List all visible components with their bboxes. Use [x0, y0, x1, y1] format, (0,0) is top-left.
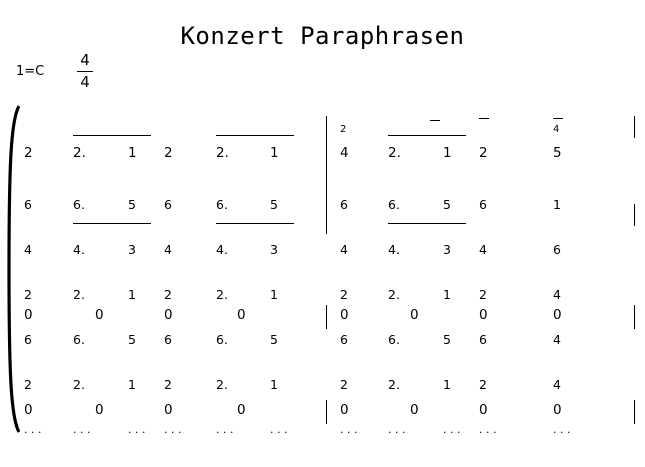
barline-middle-2 — [326, 305, 327, 329]
chord-note: 6 — [479, 332, 487, 347]
chord-note: 5 — [443, 332, 451, 347]
octave-overline — [479, 118, 489, 119]
chord-top-note: 2. — [388, 145, 401, 161]
chord-top-note: 2 — [479, 145, 488, 161]
chord-note: 6. — [388, 197, 400, 212]
chord-octave-dots: . . . — [128, 423, 146, 436]
system-2 — [0, 295, 645, 335]
chord-note: 3 — [128, 242, 136, 257]
chord-top-note: 5 — [553, 145, 562, 161]
chord-note: 5 — [270, 197, 278, 212]
barline-end-1b — [634, 204, 635, 226]
rest-note: 0 — [237, 402, 246, 418]
chord-note: 2 — [164, 287, 172, 302]
system-1 — [0, 110, 645, 436]
barline-end-3 — [634, 400, 635, 424]
time-signature-divider — [77, 71, 93, 72]
rest-note: 0 — [410, 402, 419, 418]
chord-note: 6 — [164, 332, 172, 347]
chord-note: 6 — [24, 332, 32, 347]
chord-octave-dots: . . . — [73, 423, 91, 436]
chord-note: 6. — [73, 197, 85, 212]
rest-note: 0 — [479, 307, 488, 323]
chord-top-note: 2 — [24, 145, 33, 161]
barline-end-2 — [634, 305, 635, 329]
chord-octave-dots: . . . — [443, 423, 461, 436]
time-signature — [72, 52, 98, 91]
rest-note: 0 — [24, 307, 33, 323]
chord-note: 1 — [443, 377, 451, 392]
chord-note: 2. — [73, 377, 85, 392]
chord-note: 2 — [24, 287, 32, 302]
chord-octave-dots: . . . — [270, 423, 288, 436]
chord-octave-dots: . . . — [340, 423, 358, 436]
chord-note: 6. — [216, 332, 228, 347]
chord-note: 2. — [388, 287, 400, 302]
barline-middle-1 — [326, 116, 327, 234]
chord-note: 6. — [216, 197, 228, 212]
chord-note: 2 — [164, 377, 172, 392]
chord-note: 2 — [479, 377, 487, 392]
chord-note: 2. — [216, 377, 228, 392]
chord-note: 4 — [164, 242, 172, 257]
chord-note: 4 — [553, 287, 561, 302]
chord-note: 2. — [73, 287, 85, 302]
chord-top-note: 2. — [73, 145, 86, 161]
rest-note: 0 — [553, 307, 562, 323]
system-3 — [0, 390, 645, 430]
chord-note: 1 — [128, 377, 136, 392]
chord-note: 6 — [24, 197, 32, 212]
time-signature-numerator: 4 — [80, 51, 90, 69]
chord-top-note: 1 — [270, 145, 279, 161]
chord-note: 1 — [270, 287, 278, 302]
chord-note: 6 — [340, 197, 348, 212]
page-title: Konzert Paraphrasen — [180, 22, 465, 50]
chord-note: 6. — [388, 332, 400, 347]
chord-note: 4. — [388, 242, 400, 257]
chord-top-note: 2. — [216, 145, 229, 161]
key-signature: 1=C — [16, 64, 45, 79]
rest-note: 0 — [95, 307, 104, 323]
chord-note: 2 — [340, 287, 348, 302]
chord-top-note: 1 — [443, 145, 452, 161]
chord-sub-note-11: 4 — [553, 124, 560, 135]
rest-note: 0 — [164, 402, 173, 418]
rest-note: 0 — [24, 402, 33, 418]
chord-note: 5 — [128, 197, 136, 212]
chord-note: 1 — [443, 287, 451, 302]
rest-note: 0 — [479, 402, 488, 418]
chord-note: 6. — [73, 332, 85, 347]
chord-octave-dots: . . . — [479, 423, 497, 436]
chord-octave-dots: . . . — [553, 423, 571, 436]
octave-overline — [430, 120, 440, 121]
time-signature-denominator: 4 — [80, 73, 90, 91]
octave-overline — [553, 118, 563, 119]
chord-note: 4 — [479, 242, 487, 257]
chord-note: 6 — [479, 197, 487, 212]
chord-note: 5 — [270, 332, 278, 347]
chord-note: 4 — [340, 242, 348, 257]
rest-note: 0 — [95, 402, 104, 418]
rest-note: 0 — [410, 307, 419, 323]
chord-note: 4. — [73, 242, 85, 257]
chord-note: 4 — [24, 242, 32, 257]
chord-top-note: 4 — [340, 145, 349, 161]
chord-note: 6 — [164, 197, 172, 212]
chord-note: 4 — [553, 377, 561, 392]
rest-note: 0 — [164, 307, 173, 323]
chord-octave-dots: . . . — [216, 423, 234, 436]
rest-note: 0 — [553, 402, 562, 418]
chord-note: 3 — [270, 242, 278, 257]
chord-sub-note-7: 2 — [340, 124, 347, 135]
chord-note: 4 — [553, 332, 561, 347]
chord-top-note: 2 — [164, 145, 173, 161]
chord-note: 1 — [270, 377, 278, 392]
chord-note: 2. — [388, 377, 400, 392]
chord-note: 5 — [128, 332, 136, 347]
chord-note: 5 — [443, 197, 451, 212]
chord-note: 1 — [128, 287, 136, 302]
chord-note: 1 — [553, 197, 561, 212]
chord-note: 2 — [340, 377, 348, 392]
chord-note: 4. — [216, 242, 228, 257]
chord-note: 6 — [340, 332, 348, 347]
chord-note: 6 — [553, 242, 561, 257]
chord-octave-dots: . . . — [164, 423, 182, 436]
chord-top-note: 1 — [128, 145, 137, 161]
rest-note: 0 — [340, 307, 349, 323]
barline-end-1 — [634, 116, 635, 138]
rest-note: 0 — [237, 307, 246, 323]
rest-note: 0 — [340, 402, 349, 418]
chord-note: 2. — [216, 287, 228, 302]
barline-middle-3 — [326, 400, 327, 424]
chord-note: 2 — [479, 287, 487, 302]
chord-octave-dots: . . . — [24, 423, 42, 436]
chord-note: 3 — [443, 242, 451, 257]
chord-note: 2 — [24, 377, 32, 392]
chord-octave-dots: . . . — [388, 423, 406, 436]
